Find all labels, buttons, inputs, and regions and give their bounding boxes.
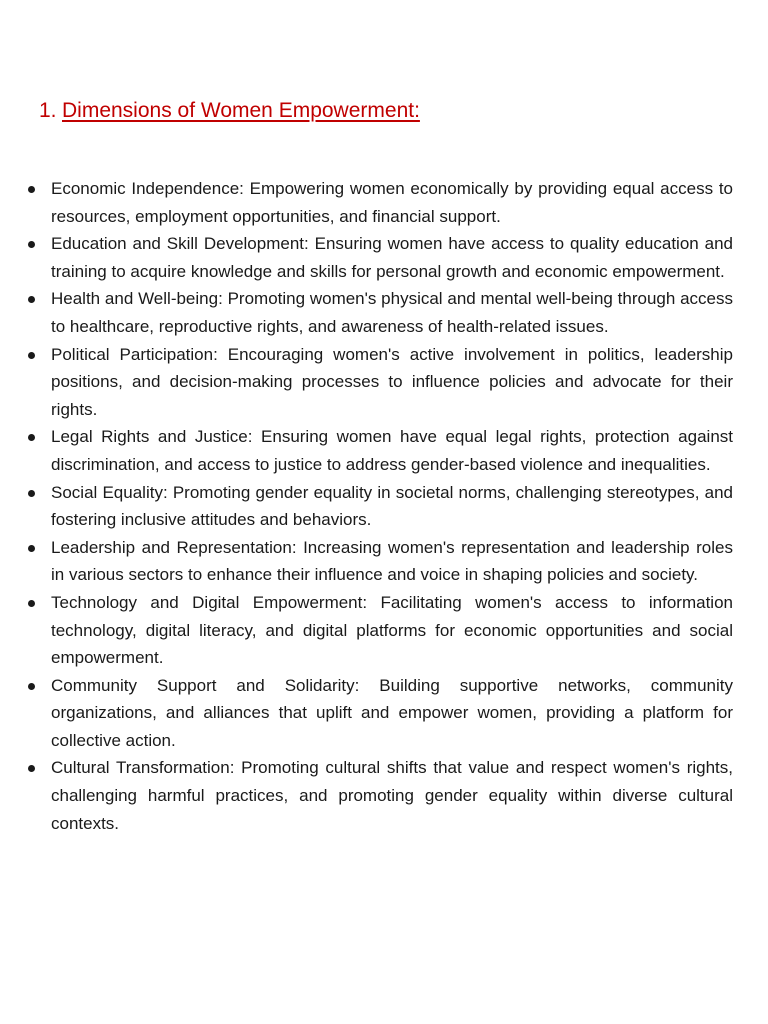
list-item <box>0 672 768 755</box>
bullet-icon <box>28 490 35 497</box>
section-number: 1. <box>39 99 57 122</box>
list-item-text: Education and Skill Development: Ensuring women have access to quality education and training to acquire knowledge and skills for personal growth and economic empowerment. <box>51 234 733 281</box>
list-item-text: Social Equality: Promoting gender equality in societal norms, challenging stereotypes, and fostering inclusive attitudes and behaviors. <box>51 482 733 530</box>
list-item-text: Community Support and Solidarity: Building supportive networks, community organizations, and alliances that uplift and empower women, providing a platform for collective action. <box>51 675 733 750</box>
list-item <box>0 341 768 424</box>
bullet-icon <box>28 683 35 690</box>
list-item <box>0 230 768 285</box>
section-heading <box>39 96 420 126</box>
dimensions-list <box>0 175 768 837</box>
bullet-icon <box>28 545 35 552</box>
list-item-text: Technology and Digital Empowerment: Facilitating women's access to information technology, digital literacy, and digital platforms for economic opportunities and social empowerment. <box>51 592 733 668</box>
list-item-text: Legal Rights and Justice: Ensuring women have equal legal rights, protection against discrimination, and access to justice to address gender-based violence and inequalities. <box>51 427 733 474</box>
bullet-icon <box>28 434 35 441</box>
section-title: Dimensions of Women Empowerment: <box>62 99 420 122</box>
list-item <box>0 285 768 340</box>
list-item <box>0 423 768 478</box>
list-item <box>0 175 768 230</box>
bullet-icon <box>28 600 35 607</box>
bullet-icon <box>28 352 35 359</box>
bullet-icon <box>28 186 35 193</box>
list-item-text: Leadership and Representation: Increasing women's representation and leadership roles in various sectors to enhance their influence and voice in shaping policies and society. <box>51 537 733 585</box>
bullet-icon <box>28 765 35 772</box>
list-item-text: Cultural Transformation: Promoting cultural shifts that value and respect women's rights, challenging harmful practices, and promoting gender equality within diverse cultural contexts. <box>51 758 733 833</box>
list-item <box>0 534 768 589</box>
list-item <box>0 479 768 534</box>
list-item-text: Political Participation: Encouraging women's active involvement in politics, leadership positions, and decision-making processes to influence policies and advocate for their rights. <box>51 344 733 419</box>
list-item <box>0 754 768 837</box>
bullet-icon <box>28 296 35 303</box>
list-item-text: Health and Well-being: Promoting women's physical and mental well-being through access to healthcare, reproductive rights, and awareness of health-related issues. <box>51 289 733 336</box>
list-item <box>0 589 768 672</box>
list-item-text: Economic Independence: Empowering women economically by providing equal access to resources, employment opportunities, and financial support. <box>51 179 733 226</box>
bullet-icon <box>28 241 35 248</box>
